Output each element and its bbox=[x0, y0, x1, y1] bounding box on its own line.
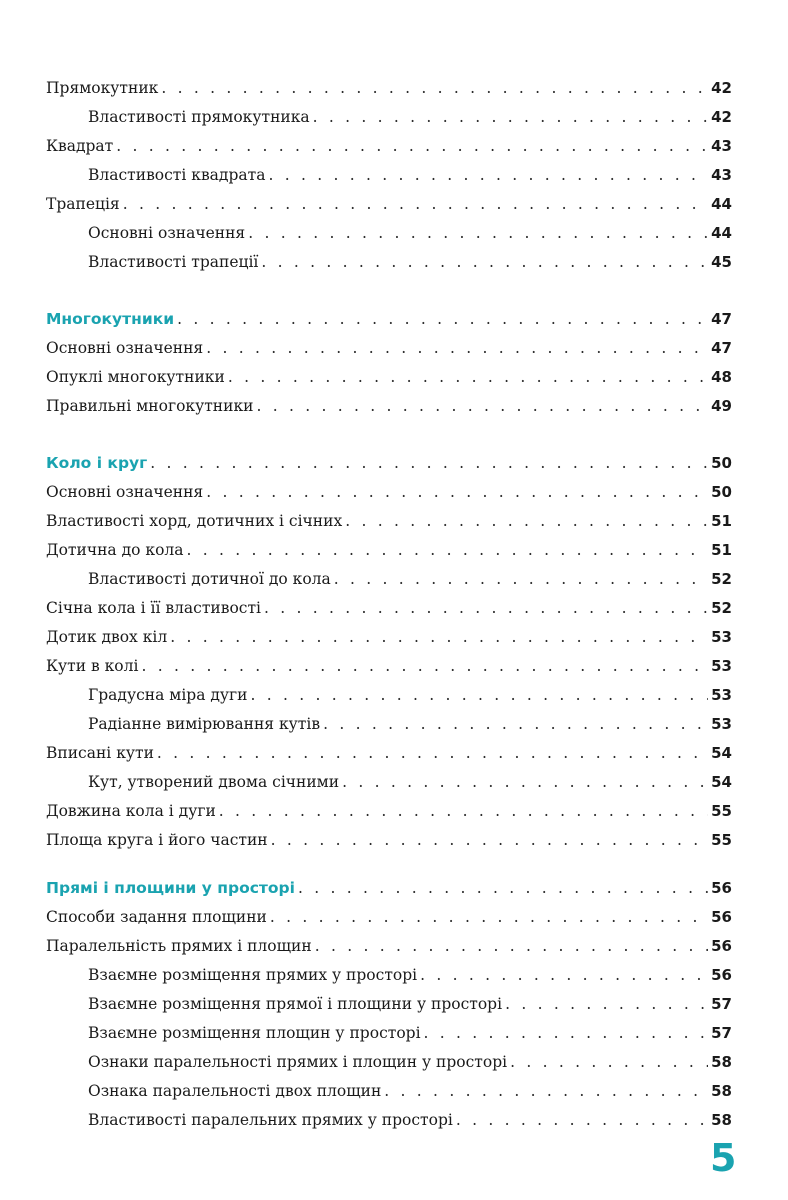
toc-entry[interactable] bbox=[46, 824, 732, 850]
toc-entry-page: 48 bbox=[711, 368, 732, 386]
toc-subentry[interactable] bbox=[88, 988, 732, 1014]
toc-entry-page: 53 bbox=[711, 686, 732, 704]
toc-entry[interactable] bbox=[46, 361, 732, 387]
dot-leader bbox=[420, 965, 708, 985]
toc-entry-label: Дотична до кола bbox=[46, 541, 184, 559]
toc-entry[interactable] bbox=[46, 650, 732, 676]
toc-entry-page: 51 bbox=[711, 541, 732, 559]
toc-entry-label: Властивості хорд, дотичних і січних bbox=[46, 512, 343, 530]
toc-entry-label: Взаємне розміщення площин у просторі bbox=[88, 1024, 421, 1042]
toc-entry-page: 43 bbox=[711, 166, 732, 184]
toc-entry[interactable] bbox=[46, 476, 732, 502]
section-heading-label: Коло і круг bbox=[46, 454, 148, 472]
toc-entry-label: Правильні многокутники bbox=[46, 397, 254, 415]
toc-entry-label: Кути в колі bbox=[46, 657, 139, 675]
toc-entry-label: Радіанне вимірювання кутів bbox=[88, 715, 321, 733]
dot-leader bbox=[298, 878, 708, 898]
dot-leader bbox=[123, 194, 708, 214]
toc-subentry[interactable] bbox=[88, 1046, 732, 1072]
toc-entry-page: 42 bbox=[711, 108, 732, 126]
toc-section-heading[interactable] bbox=[46, 303, 732, 329]
toc-subentry[interactable] bbox=[88, 708, 732, 734]
dot-leader bbox=[384, 1081, 708, 1101]
toc-entry-page: 53 bbox=[711, 715, 732, 733]
dot-leader bbox=[271, 830, 709, 850]
toc-entry[interactable] bbox=[46, 390, 732, 416]
toc-subentry[interactable] bbox=[88, 1017, 732, 1043]
dot-leader bbox=[313, 107, 708, 127]
toc-entry-label: Властивості дотичної до кола bbox=[88, 570, 331, 588]
toc-entry-page: 52 bbox=[711, 570, 732, 588]
dot-leader bbox=[505, 994, 708, 1014]
toc-entry-label: Взаємне розміщення прямої і площини у просторі bbox=[88, 995, 503, 1013]
toc-subentry[interactable] bbox=[88, 217, 732, 243]
toc-subentry[interactable] bbox=[88, 563, 732, 589]
toc-entry-page: 47 bbox=[711, 310, 732, 328]
dot-leader bbox=[206, 338, 708, 358]
dot-leader bbox=[116, 136, 708, 156]
dot-leader bbox=[161, 78, 708, 98]
toc-entry-label: Дотик двох кіл bbox=[46, 628, 168, 646]
toc-entry-label: Ознака паралельності двох площин bbox=[88, 1082, 382, 1100]
toc-entry[interactable] bbox=[46, 930, 732, 956]
toc-entry-page: 50 bbox=[711, 454, 732, 472]
toc-entry-page: 54 bbox=[711, 744, 732, 762]
toc-section-heading[interactable] bbox=[46, 447, 732, 473]
dot-leader bbox=[157, 743, 708, 763]
dot-leader bbox=[510, 1052, 708, 1072]
toc-entry-page: 43 bbox=[711, 137, 732, 155]
toc-entry-label: Кут, утворений двома січними bbox=[88, 773, 340, 791]
toc-subentry[interactable] bbox=[88, 1075, 732, 1101]
toc-entry[interactable] bbox=[46, 592, 732, 618]
dot-leader bbox=[256, 396, 708, 416]
toc-entry-label: Властивості трапеції bbox=[88, 253, 259, 271]
toc-entry-page: 55 bbox=[711, 831, 732, 849]
toc-entry-label: Вписані кути bbox=[46, 744, 154, 762]
dot-leader bbox=[187, 540, 709, 560]
dot-leader bbox=[170, 627, 708, 647]
toc-entry[interactable] bbox=[46, 72, 732, 98]
toc-entry-page: 56 bbox=[711, 937, 732, 955]
toc-entry[interactable] bbox=[46, 795, 732, 821]
toc-subentry[interactable] bbox=[88, 679, 732, 705]
dot-leader bbox=[141, 656, 708, 676]
toc-entry[interactable] bbox=[46, 737, 732, 763]
toc-entry-page: 44 bbox=[711, 224, 732, 242]
toc-entry-label: Опуклі многокутники bbox=[46, 368, 225, 386]
toc-subentry[interactable] bbox=[88, 101, 732, 127]
dot-leader bbox=[228, 367, 708, 387]
toc-entry-page: 52 bbox=[711, 599, 732, 617]
toc-entry[interactable] bbox=[46, 332, 732, 358]
toc-entry-page: 55 bbox=[711, 802, 732, 820]
toc-entry-page: 57 bbox=[711, 995, 732, 1013]
toc-entry-page: 56 bbox=[711, 879, 732, 897]
toc-entry-label: Квадрат bbox=[46, 137, 114, 155]
toc-section-heading[interactable] bbox=[46, 872, 732, 898]
toc-entry-page: 45 bbox=[711, 253, 732, 271]
toc-subentry[interactable] bbox=[88, 1104, 732, 1130]
toc-entry-label: Ознаки паралельності прямих і площин у просторі bbox=[88, 1053, 508, 1071]
dot-leader bbox=[270, 907, 708, 927]
toc-entry-label: Прямокутник bbox=[46, 79, 159, 97]
toc-entry[interactable] bbox=[46, 505, 732, 531]
toc-entry-page: 56 bbox=[711, 908, 732, 926]
toc-entry-page: 53 bbox=[711, 657, 732, 675]
dot-leader bbox=[251, 685, 709, 705]
dot-leader bbox=[268, 165, 708, 185]
dot-leader bbox=[150, 453, 708, 473]
dot-leader bbox=[248, 223, 708, 243]
toc-entry-label: Січна кола і її властивості bbox=[46, 599, 261, 617]
toc-entry-page: 58 bbox=[711, 1111, 732, 1129]
dot-leader bbox=[261, 252, 708, 272]
dot-leader bbox=[334, 569, 708, 589]
dot-leader bbox=[219, 801, 708, 821]
toc-entry-page: 47 bbox=[711, 339, 732, 357]
toc-entry-label: Паралельність прямих і площин bbox=[46, 937, 312, 955]
toc-entry-page: 50 bbox=[711, 483, 732, 501]
toc-entry[interactable] bbox=[46, 534, 732, 560]
dot-leader bbox=[264, 598, 708, 618]
toc-subentry[interactable] bbox=[88, 766, 732, 792]
page-number: 5 bbox=[710, 1136, 737, 1180]
toc-entry-label: Властивості прямокутника bbox=[88, 108, 310, 126]
toc-entry-page: 56 bbox=[711, 966, 732, 984]
toc-entry-label: Градусна міра дуги bbox=[88, 686, 248, 704]
toc-entry-label: Властивості квадрата bbox=[88, 166, 266, 184]
toc-subentry[interactable] bbox=[88, 959, 732, 985]
toc-entry-label: Довжина кола і дуги bbox=[46, 802, 216, 820]
toc-entry[interactable] bbox=[46, 901, 732, 927]
toc-entry-page: 53 bbox=[711, 628, 732, 646]
toc-entry[interactable] bbox=[46, 621, 732, 647]
dot-leader bbox=[345, 511, 708, 531]
section-heading-label: Прямі і площини у просторі bbox=[46, 879, 295, 897]
dot-leader bbox=[342, 772, 708, 792]
toc-entry-page: 44 bbox=[711, 195, 732, 213]
dot-leader bbox=[456, 1110, 708, 1130]
toc-entry-page: 42 bbox=[711, 79, 732, 97]
toc-entry-label: Основні означення bbox=[46, 339, 204, 357]
toc-entry-page: 58 bbox=[711, 1082, 732, 1100]
toc-entry-label: Основні означення bbox=[88, 224, 246, 242]
toc-entry[interactable] bbox=[46, 130, 732, 156]
toc-entry[interactable] bbox=[46, 188, 732, 214]
toc-entry-page: 49 bbox=[711, 397, 732, 415]
toc-entry-label: Трапеція bbox=[46, 195, 120, 213]
section-heading-label: Многокутники bbox=[46, 310, 175, 328]
dot-leader bbox=[177, 309, 708, 329]
dot-leader bbox=[323, 714, 708, 734]
toc-subentry[interactable] bbox=[88, 246, 732, 272]
toc-entry-label: Основні означення bbox=[46, 483, 204, 501]
dot-leader bbox=[206, 482, 708, 502]
toc-entry-label: Способи задання площини bbox=[46, 908, 267, 926]
dot-leader bbox=[315, 936, 708, 956]
toc-entry-label: Властивості паралельних прямих у просторі bbox=[88, 1111, 453, 1129]
toc-subentry[interactable] bbox=[88, 159, 732, 185]
toc-entry-page: 51 bbox=[711, 512, 732, 530]
toc-entry-page: 58 bbox=[711, 1053, 732, 1071]
toc-entry-page: 57 bbox=[711, 1024, 732, 1042]
toc-entry-page: 54 bbox=[711, 773, 732, 791]
toc-entry-label: Площа круга і його частин bbox=[46, 831, 268, 849]
toc-entry-label: Взаємне розміщення прямих у просторі bbox=[88, 966, 418, 984]
dot-leader bbox=[424, 1023, 709, 1043]
